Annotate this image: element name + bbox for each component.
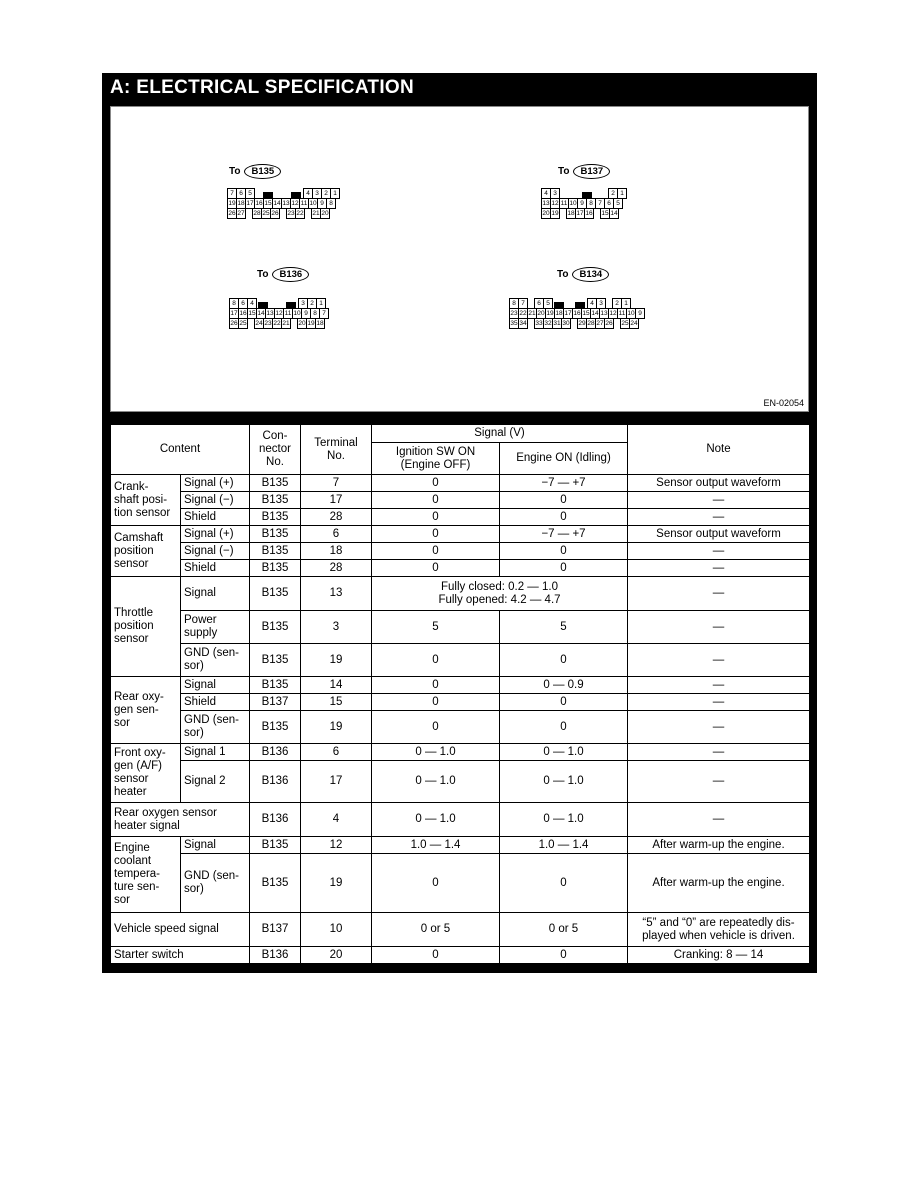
header-ignition: Ignition SW ON (Engine OFF) <box>372 443 500 475</box>
item-name: GND (sen- sor) <box>181 711 250 744</box>
connector-no: B135 <box>250 854 301 913</box>
table-row <box>111 711 810 744</box>
connector-row <box>541 198 626 208</box>
connector-pin: 8 <box>509 298 519 309</box>
table-row <box>111 644 810 677</box>
connector-pin: 2 <box>608 188 618 199</box>
header-terminal: Terminal No. <box>301 425 372 475</box>
note: — <box>628 694 810 711</box>
table-row <box>111 854 810 913</box>
connector-pin: 5 <box>245 188 255 199</box>
engine-on-value: 0 <box>500 560 628 577</box>
connector-pin: 18 <box>316 320 324 327</box>
connector-label-b136 <box>257 267 309 282</box>
connector-pin: 9 <box>301 308 311 319</box>
connector-pin: 31 <box>553 320 561 327</box>
note: — <box>628 744 810 761</box>
engine-on-value: 0 or 5 <box>500 913 628 947</box>
connector-pin: 9 <box>577 198 587 209</box>
connector-row <box>509 308 644 318</box>
engine-on-value: 0 <box>500 543 628 560</box>
engine-on-value: 0 <box>500 492 628 509</box>
connector-row <box>509 298 644 308</box>
connector-row <box>229 308 328 318</box>
connector-pin: 6 <box>238 298 248 309</box>
connector-pin: 11 <box>284 310 292 317</box>
terminal-no: 19 <box>301 854 372 913</box>
ignition-value: 0 <box>372 475 500 492</box>
engine-on-value: 1.0 — 1.4 <box>500 837 628 854</box>
note: Sensor output waveform <box>628 526 810 543</box>
ignition-value: 1.0 — 1.4 <box>372 837 500 854</box>
connector-pin: 12 <box>551 200 559 207</box>
item-name: Shield <box>181 694 250 711</box>
connector-pin: 7 <box>595 198 605 209</box>
connector-id: B136 <box>272 267 309 282</box>
connector-pin: 30 <box>562 320 570 327</box>
engine-on-value: 0 — 1.0 <box>500 744 628 761</box>
connector-pin: 14 <box>610 210 618 217</box>
connector-pin: 20 <box>298 320 306 327</box>
ignition-value: 0 or 5 <box>372 913 500 947</box>
connector-pin: 3 <box>312 188 322 199</box>
connector-no: B135 <box>250 509 301 526</box>
connector-pin: 14 <box>257 310 265 317</box>
connector-no: B136 <box>250 744 301 761</box>
connector-pin: 20 <box>537 310 545 317</box>
engine-on-value: 0 <box>500 509 628 526</box>
connector-pin: 23 <box>287 210 295 217</box>
connector-pin: 35 <box>510 320 518 327</box>
connector-pin: 8 <box>229 298 239 309</box>
terminal-no: 15 <box>301 694 372 711</box>
connector-pin: 2 <box>321 188 331 199</box>
terminal-no: 6 <box>301 526 372 543</box>
connector-pin: 32 <box>544 320 552 327</box>
ignition-value: 0 <box>372 677 500 694</box>
table-row <box>111 509 810 526</box>
ignition-value: 5 <box>372 611 500 644</box>
connector-pin: 16 <box>255 200 263 207</box>
ignition-value: 0 <box>372 509 500 526</box>
table-row <box>111 526 810 543</box>
connector-pin: 17 <box>246 200 254 207</box>
connector-pin: 22 <box>273 320 281 327</box>
table-row <box>111 577 810 611</box>
connector-gap <box>566 298 574 307</box>
note: — <box>628 543 810 560</box>
group-name: Crank- shaft posi- tion sensor <box>111 475 181 526</box>
item-name: Signal (+) <box>181 475 250 492</box>
connector-pin: 4 <box>587 298 597 309</box>
connector-pin: 11 <box>560 200 568 207</box>
connector-no: B137 <box>250 913 301 947</box>
terminal-no: 17 <box>301 761 372 803</box>
connector-pin: 23 <box>510 310 518 317</box>
connector-pin: 16 <box>585 210 593 217</box>
group-name: Rear oxy- gen sen- sor <box>111 677 181 744</box>
connector-pin: 25 <box>239 320 247 327</box>
note: Sensor output waveform <box>628 475 810 492</box>
connector-pin: 10 <box>627 310 635 317</box>
connector-no: B136 <box>250 761 301 803</box>
connector-no: B135 <box>250 611 301 644</box>
connector-row <box>227 188 339 198</box>
terminal-no: 28 <box>301 509 372 526</box>
note: Cranking: 8 — 14 <box>628 947 810 964</box>
header-note: Note <box>628 425 810 475</box>
connector-pin: 1 <box>316 298 326 309</box>
connector-pin: 8 <box>586 198 596 209</box>
ignition-value: 0 — 1.0 <box>372 803 500 837</box>
terminal-no: 28 <box>301 560 372 577</box>
connector-pin: 25 <box>621 320 629 327</box>
connector-id: B137 <box>573 164 610 179</box>
engine-on-value: 0 <box>500 694 628 711</box>
engine-on-value: 0 <box>500 854 628 913</box>
connector-pin: 15 <box>582 310 590 317</box>
group-name: Engine coolant tempera- ture sen- sor <box>111 837 181 913</box>
terminal-no: 20 <box>301 947 372 964</box>
connector-no: B135 <box>250 644 301 677</box>
connector-pin: 27 <box>596 320 604 327</box>
connector-pin: 21 <box>282 320 290 327</box>
table-row <box>111 543 810 560</box>
connector-pin: 19 <box>307 320 315 327</box>
table-row <box>111 837 810 854</box>
connector-pin: 8 <box>326 198 336 209</box>
connector-pin: 29 <box>578 320 586 327</box>
note: — <box>628 761 810 803</box>
connector-pin: 16 <box>573 310 581 317</box>
ignition-value: 0 <box>372 947 500 964</box>
connector-no: B137 <box>250 694 301 711</box>
connector-pin: 2 <box>307 298 317 309</box>
connector-pin: 3 <box>596 298 606 309</box>
group-name: Rear oxygen sensor heater signal <box>111 803 250 837</box>
connector-pin: 17 <box>564 310 572 317</box>
engine-on-value: 5 <box>500 611 628 644</box>
table-row <box>111 492 810 509</box>
table-row <box>111 475 810 492</box>
connector-no: B136 <box>250 803 301 837</box>
connector-pin: 18 <box>567 210 575 217</box>
header-content: Content <box>111 425 250 475</box>
connector-no: B136 <box>250 947 301 964</box>
connector-pin: 15 <box>264 200 272 207</box>
note: — <box>628 509 810 526</box>
note: — <box>628 560 810 577</box>
terminal-no: 18 <box>301 543 372 560</box>
item-name: Shield <box>181 509 250 526</box>
group-name: Vehicle speed signal <box>111 913 250 947</box>
item-name: Signal <box>181 837 250 854</box>
ignition-value: 0 <box>372 526 500 543</box>
connector-gap <box>254 188 262 197</box>
connector-pin: 34 <box>519 320 527 327</box>
item-name: Signal <box>181 677 250 694</box>
connector-row <box>227 208 339 218</box>
connector-pin: 12 <box>609 310 617 317</box>
connector-no: B135 <box>250 577 301 611</box>
ignition-value: 0 <box>372 543 500 560</box>
group-name: Camshaft position sensor <box>111 526 181 577</box>
connector-no: B135 <box>250 711 301 744</box>
signal-value: Fully closed: 0.2 — 1.0 Fully opened: 4.2 — 4.7 <box>372 577 628 611</box>
terminal-no: 4 <box>301 803 372 837</box>
connector-pin: 19 <box>228 200 236 207</box>
connector-pin: 6 <box>604 198 614 209</box>
header-signal: Signal (V) <box>372 425 628 443</box>
connector-pin: 10 <box>293 310 301 317</box>
ignition-value: 0 — 1.0 <box>372 761 500 803</box>
connector-pin: 7 <box>518 298 528 309</box>
connector-pin: 11 <box>618 310 626 317</box>
connector-pin: 9 <box>317 198 327 209</box>
connector-pin: 18 <box>237 200 245 207</box>
note: — <box>628 644 810 677</box>
connector-pin: 8 <box>310 308 320 319</box>
group-name: Throttle position sensor <box>111 577 181 677</box>
connector-pin: 20 <box>321 210 329 217</box>
spec-table <box>110 424 810 964</box>
to-label: To <box>229 166 241 177</box>
note: — <box>628 677 810 694</box>
connector-row <box>227 198 339 208</box>
connector-label-b135 <box>229 164 281 179</box>
connector-b136 <box>229 298 328 328</box>
connector-diagram <box>110 106 809 412</box>
connector-pin: 16 <box>239 310 247 317</box>
connector-pin: 22 <box>519 310 527 317</box>
connector-row <box>229 318 328 328</box>
connector-pin: 15 <box>248 310 256 317</box>
terminal-no: 13 <box>301 577 372 611</box>
connector-pin: 33 <box>535 320 543 327</box>
ignition-value: 0 <box>372 644 500 677</box>
connector-pin: 6 <box>236 188 246 199</box>
connector-b134 <box>509 298 644 328</box>
terminal-no: 6 <box>301 744 372 761</box>
connector-pin: 24 <box>255 320 263 327</box>
connector-id: B135 <box>244 164 281 179</box>
item-name: GND (sen- sor) <box>181 644 250 677</box>
terminal-no: 14 <box>301 677 372 694</box>
connector-pin: 2 <box>612 298 622 309</box>
spec-frame <box>102 73 817 973</box>
note: — <box>628 611 810 644</box>
connector-gap <box>573 188 581 197</box>
to-label: To <box>557 269 569 280</box>
connector-pin: 19 <box>546 310 554 317</box>
connector-pin: 7 <box>227 188 237 199</box>
engine-on-value: 0 <box>500 644 628 677</box>
connector-pin: 3 <box>298 298 308 309</box>
note: — <box>628 492 810 509</box>
connector-label-b134 <box>557 267 609 282</box>
header-engine-on: Engine ON (Idling) <box>500 443 628 475</box>
ignition-value: 0 <box>372 694 500 711</box>
connector-pin: 12 <box>275 310 283 317</box>
item-name: Signal 1 <box>181 744 250 761</box>
connector-pin: 21 <box>528 310 536 317</box>
connector-no: B135 <box>250 543 301 560</box>
table-row <box>111 694 810 711</box>
note: — <box>628 803 810 837</box>
connector-pin: 17 <box>230 310 238 317</box>
connector-pin: 5 <box>543 298 553 309</box>
connector-pin: 27 <box>237 210 245 217</box>
connector-pin: 13 <box>282 200 290 207</box>
connector-pin: 11 <box>300 200 308 207</box>
connector-pin: 26 <box>605 320 613 327</box>
connector-pin: 1 <box>621 298 631 309</box>
note: “5” and “0” are repeatedly dis- played when vehicle is driven. <box>628 913 810 947</box>
spec-table-body <box>111 475 810 964</box>
connector-pin: 17 <box>576 210 584 217</box>
connector-pin: 26 <box>228 210 236 217</box>
note: After warm-up the engine. <box>628 854 810 913</box>
connector-row <box>541 188 626 198</box>
ignition-value: 0 <box>372 854 500 913</box>
connector-pin: 21 <box>312 210 320 217</box>
connector-pin: 28 <box>253 210 261 217</box>
note: — <box>628 577 810 611</box>
table-row <box>111 761 810 803</box>
connector-row <box>509 318 644 328</box>
table-row <box>111 611 810 644</box>
connector-gap <box>282 188 290 197</box>
connector-row <box>229 298 328 308</box>
group-name: Starter switch <box>111 947 250 964</box>
connector-pin: 3 <box>550 188 560 199</box>
connector-no: B135 <box>250 677 301 694</box>
item-name: Power supply <box>181 611 250 644</box>
group-name: Front oxy- gen (A/F) sensor heater <box>111 744 181 803</box>
connector-pin: 4 <box>247 298 257 309</box>
connector-pin: 10 <box>569 200 577 207</box>
section-title: A: ELECTRICAL SPECIFICATION <box>110 77 415 98</box>
connector-gap <box>277 298 285 307</box>
item-name: Signal 2 <box>181 761 250 803</box>
connector-pin: 26 <box>271 210 279 217</box>
item-name: GND (sen- sor) <box>181 854 250 913</box>
header-connector: Con- nector No. <box>250 425 301 475</box>
connector-pin: 4 <box>541 188 551 199</box>
connector-pin: 7 <box>319 308 329 319</box>
note: After warm-up the engine. <box>628 837 810 854</box>
connector-pin: 18 <box>555 310 563 317</box>
connector-pin: 1 <box>617 188 627 199</box>
engine-on-value: 0 — 0.9 <box>500 677 628 694</box>
table-row <box>111 803 810 837</box>
connector-pin: 13 <box>542 200 550 207</box>
connector-no: B135 <box>250 475 301 492</box>
terminal-no: 7 <box>301 475 372 492</box>
table-row <box>111 744 810 761</box>
connector-no: B135 <box>250 492 301 509</box>
engine-on-value: 0 <box>500 947 628 964</box>
connector-no: B135 <box>250 526 301 543</box>
terminal-no: 17 <box>301 492 372 509</box>
ignition-value: 0 — 1.0 <box>372 744 500 761</box>
connector-pin: 5 <box>613 198 623 209</box>
connector-no: B135 <box>250 837 301 854</box>
connector-id: B134 <box>572 267 609 282</box>
connector-pin: 14 <box>273 200 281 207</box>
engine-on-value: 0 — 1.0 <box>500 803 628 837</box>
connector-label-b137 <box>558 164 610 179</box>
engine-on-value: −7 — +7 <box>500 475 628 492</box>
to-label: To <box>558 166 570 177</box>
table-row <box>111 947 810 964</box>
to-label: To <box>257 269 269 280</box>
connector-pin: 20 <box>542 210 550 217</box>
figure-id: EN-02054 <box>763 398 804 408</box>
terminal-no: 10 <box>301 913 372 947</box>
connector-pin: 23 <box>264 320 272 327</box>
item-name: Signal <box>181 577 250 611</box>
ignition-value: 0 <box>372 711 500 744</box>
terminal-no: 3 <box>301 611 372 644</box>
engine-on-value: 0 — 1.0 <box>500 761 628 803</box>
connector-pin: 15 <box>601 210 609 217</box>
terminal-no: 19 <box>301 644 372 677</box>
terminal-no: 12 <box>301 837 372 854</box>
terminal-no: 19 <box>301 711 372 744</box>
table-row <box>111 913 810 947</box>
connector-pin: 13 <box>600 310 608 317</box>
connector-pin: 26 <box>230 320 238 327</box>
connector-pin: 28 <box>587 320 595 327</box>
connector-pin: 25 <box>262 210 270 217</box>
table-row <box>111 560 810 577</box>
connector-pin: 9 <box>635 308 645 319</box>
connector-pin: 24 <box>630 320 638 327</box>
connector-b137 <box>541 188 626 218</box>
engine-on-value: 0 <box>500 711 628 744</box>
connector-pin: 10 <box>309 200 317 207</box>
connector-pin: 19 <box>551 210 559 217</box>
item-name: Signal (−) <box>181 492 250 509</box>
connector-pin: 12 <box>291 200 299 207</box>
connector-pin: 6 <box>534 298 544 309</box>
connector-pin: 13 <box>266 310 274 317</box>
connector-pin: 1 <box>330 188 340 199</box>
item-name: Shield <box>181 560 250 577</box>
connector-pin: 22 <box>296 210 304 217</box>
item-name: Signal (+) <box>181 526 250 543</box>
connector-pin: 4 <box>303 188 313 199</box>
note: — <box>628 711 810 744</box>
table-row <box>111 677 810 694</box>
connector-b135 <box>227 188 339 218</box>
connector-pin: 14 <box>591 310 599 317</box>
connector-row <box>541 208 626 218</box>
ignition-value: 0 <box>372 560 500 577</box>
ignition-value: 0 <box>372 492 500 509</box>
item-name: Signal (−) <box>181 543 250 560</box>
connector-no: B135 <box>250 560 301 577</box>
engine-on-value: −7 — +7 <box>500 526 628 543</box>
